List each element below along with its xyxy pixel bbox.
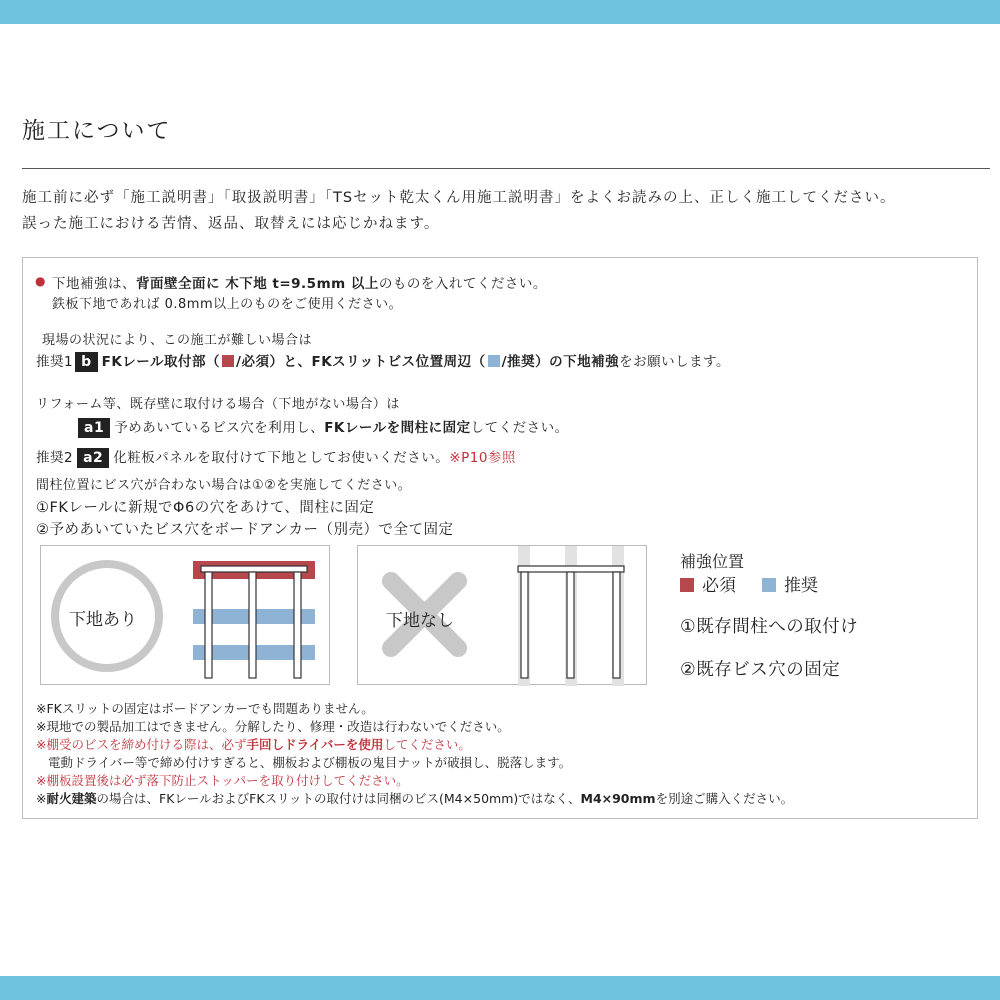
fk-slit xyxy=(294,572,301,678)
stud-line-1: 間柱位置にビス穴が合わない場合は①②を実施してください。 xyxy=(36,478,412,493)
legend-row xyxy=(680,571,818,596)
text: ※ xyxy=(36,791,47,806)
fk-rail xyxy=(201,566,307,572)
emphasis: /必須 xyxy=(236,354,270,370)
emphasis: 手回しドライバーを使用 xyxy=(246,737,384,752)
text: 下地補強は、 xyxy=(52,276,136,292)
text: してください。 xyxy=(470,420,569,436)
fk-slit xyxy=(567,572,574,678)
note-6 xyxy=(36,789,793,807)
text: してください。 xyxy=(383,737,471,752)
recommendation-1 xyxy=(36,350,730,372)
intro-line-1: 施工前に必ず「施工説明書」「取扱説明書」「TSセット乾太くん用施工説明書」をよくお読みの上、正しく施工してください。 xyxy=(22,190,896,206)
emphasis: FKレールを間柱に固定 xyxy=(324,420,471,436)
recommended-swatch xyxy=(762,578,776,592)
emphasis: M4×90mm xyxy=(580,791,656,806)
text: ※棚受のビスを締め付ける際は、必ず xyxy=(36,737,247,752)
reform-line: リフォーム等、既存壁に取付ける場合（下地がない場合）は xyxy=(36,397,400,412)
emphasis: /推奨 xyxy=(501,354,536,370)
option-a1 xyxy=(74,416,569,438)
text: の場合は、FKレールおよびFKスリットの取付けは同梱のビス(M4×50mm)ではなく、 xyxy=(96,791,581,806)
legend-required: 必須 xyxy=(702,576,736,596)
text: のものを入れてください。 xyxy=(378,276,547,292)
rec-label: 推奨2 xyxy=(36,450,74,466)
text: 化粧板パネルを取付けて下地としてお使いください。 xyxy=(113,450,450,466)
legend-title: 補強位置 xyxy=(680,552,745,571)
rec-label: 推奨1 xyxy=(36,354,74,370)
emphasis: 背面壁全面に 木下地 t=9.5mm 以上 xyxy=(136,276,379,292)
tag-b: b xyxy=(75,352,98,372)
difficult-case-line: 現場の状況により、この施工が難しい場合は xyxy=(42,333,313,348)
option-a2 xyxy=(36,446,516,468)
note-4: 電動ドライバー等で締め付けすぎると、棚板および棚板の鬼目ナットが破損し、脱落します。 xyxy=(48,755,572,770)
emphasis: ）の下地補強 xyxy=(535,354,620,370)
without-base-label: 下地なし xyxy=(386,611,454,631)
bullet-icon: ● xyxy=(35,274,46,288)
fk-slit xyxy=(521,572,528,678)
text: を別途ご購入ください。 xyxy=(655,791,794,806)
legend-item-2: ②既存ビス穴の固定 xyxy=(680,660,841,680)
with-base-diagram xyxy=(40,545,330,685)
with-base-label: 下地あり xyxy=(69,610,137,630)
note-1: ※FKスリットの固定はボードアンカーでも問題ありません。 xyxy=(36,701,374,716)
text: 予めあいているビス穴を利用し、 xyxy=(114,420,325,436)
bottom-band xyxy=(0,976,1000,1000)
note-2: ※現地での製品加工はできません。分解したり、修理・改造は行わないでください。 xyxy=(36,719,510,734)
note-3 xyxy=(36,735,471,753)
page-title: 施工について xyxy=(22,118,172,144)
fk-slit xyxy=(613,572,620,678)
tag-a1: a1 xyxy=(78,418,110,438)
fk-rail xyxy=(518,566,624,572)
required-swatch xyxy=(222,355,234,367)
intro-line-2: 誤った施工における苦情、返品、取替えには応じかねます。 xyxy=(22,216,440,232)
fk-slit xyxy=(249,572,256,678)
note-5: ※棚板設置後は必ず落下防止ストッパーを取り付けしてください。 xyxy=(36,773,409,788)
top-band xyxy=(0,0,1000,24)
required-swatch xyxy=(680,578,694,592)
base-reinforcement-line xyxy=(52,272,547,292)
legend-recommended: 推奨 xyxy=(784,576,818,596)
tag-a2: a2 xyxy=(77,448,109,468)
stud-line-2: ①FKレールに新規でΦ6の穴をあけて、間柱に固定 xyxy=(36,500,375,516)
fk-slit xyxy=(205,572,212,678)
without-base-diagram xyxy=(357,545,647,685)
page-reference: ※P10参照 xyxy=(449,450,516,466)
title-divider xyxy=(22,168,990,169)
emphasis: ）と、FKスリットビス位置周辺（ xyxy=(269,354,486,370)
text: をお願いします。 xyxy=(619,354,730,370)
emphasis: FKレール取付部（ xyxy=(101,354,221,370)
legend-item-1: ①既存間柱への取付け xyxy=(680,617,859,637)
steel-base-line: 鉄板下地であれば 0.8mm以上のものをご使用ください。 xyxy=(52,297,403,312)
emphasis: 耐火建築 xyxy=(46,791,97,806)
recommended-swatch xyxy=(488,355,500,367)
stud-line-3: ②予めあいていたビス穴をボードアンカー（別売）で全て固定 xyxy=(36,522,454,538)
